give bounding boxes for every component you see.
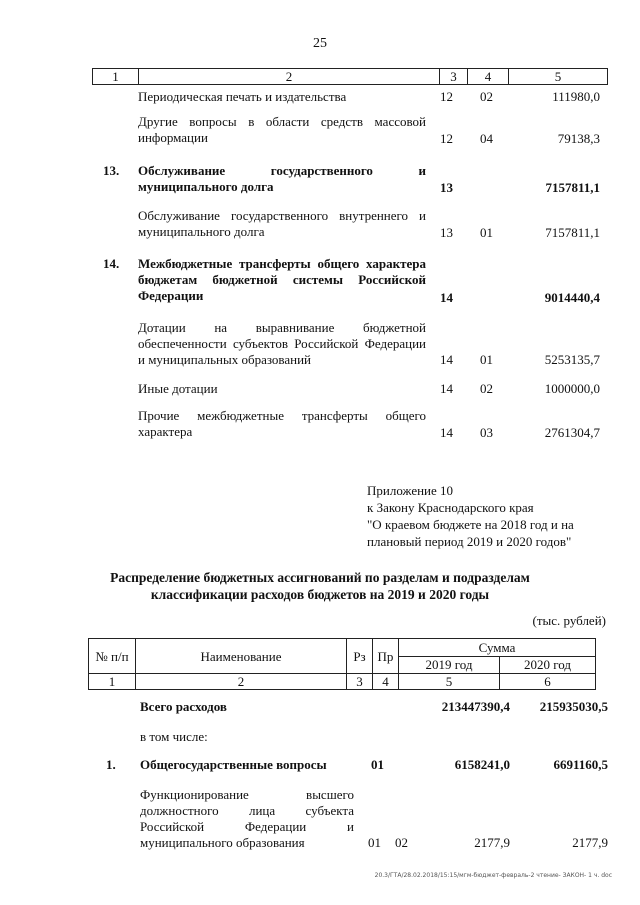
t1-row4-rz: 14 [440, 290, 453, 305]
t1-row6-sum: 1000000,0 [544, 381, 600, 396]
t1-row7-pr: 03 [480, 425, 493, 440]
t1-col-5: 5 [509, 69, 608, 85]
appendix-line-2: к Закону Краснодарского края [367, 500, 534, 515]
page-number: 25 [313, 36, 327, 51]
t2-total-name: Всего расходов [140, 699, 227, 714]
t2-r2-name: Функционирование высшего должностного лица субъекта Российской Федерации и муниципального образования [140, 787, 354, 850]
t1-row1-rz: 12 [440, 131, 453, 146]
t2-idx-3: 3 [347, 674, 373, 690]
t1-row3-rz: 13 [440, 225, 453, 240]
footer-file-path: 20.3/ГТА/28.02.2018/15:15/мгм-бюджет-февраль-2 чтение- ЗАКОН- 1 ч. doc [374, 872, 612, 879]
table1-header [92, 68, 608, 85]
t2-r1-2020: 6691160,5 [553, 757, 608, 772]
t1-row0-name: Периодическая печать и издательства [138, 89, 347, 104]
t1-row2-sum: 7157811,1 [545, 180, 600, 195]
t1-col-1: 1 [93, 69, 139, 85]
table2-header [88, 638, 596, 690]
heading-line-1: Распределение бюджетных ассигнований по разделам и подразделам [110, 570, 530, 585]
t1-row3-sum: 7157811,1 [545, 225, 600, 240]
section-heading [80, 569, 560, 603]
appendix-line-4: плановый период 2019 и 2020 годов" [367, 534, 572, 549]
t2-total-2019: 213447390,4 [441, 699, 510, 714]
t1-row0-pr: 02 [480, 89, 493, 104]
t1-row7-sum: 2761304,7 [544, 425, 600, 440]
t2-total-2020: 215935030,5 [539, 699, 608, 714]
t1-row1-sum: 79138,3 [557, 131, 600, 146]
appendix-block [367, 482, 574, 550]
t1-row2-rz: 13 [440, 180, 453, 195]
heading-line-2: классификации расходов бюджетов на 2019 и 2020 годы [150, 587, 490, 602]
t2-head-pr: Пр [373, 639, 399, 674]
t2-r1-name: Общегосударственные вопросы [140, 757, 327, 772]
t2-idx-1: 1 [89, 674, 136, 690]
t2-head-rz: Рз [347, 639, 373, 674]
appendix-line-3: "О краевом бюджете на 2018 год и на [367, 517, 574, 532]
t1-row5-sum: 5253135,7 [544, 352, 600, 367]
t2-head-2020: 2020 год [500, 656, 596, 674]
t2-head-name: Наименование [136, 639, 347, 674]
t1-row5-name: Дотации на выравнивание бюджетной обеспеченности субъектов Российской Федерации и муниципальных образований [138, 320, 426, 367]
t1-row3-name: Обслуживание государственного внутреннего и муниципального долга [138, 208, 426, 239]
t1-col-2: 2 [139, 69, 440, 85]
t2-r2-rz: 01 [368, 835, 381, 850]
t2-r2-pr: 02 [395, 835, 408, 850]
t2-including: в том числе: [140, 729, 208, 744]
t2-r2-2020: 2177,9 [572, 835, 608, 850]
t1-row6-pr: 02 [480, 381, 493, 396]
t1-row7-name: Прочие межбюджетные трансферты общего характера [138, 408, 426, 439]
t2-head-num: № п/п [89, 639, 136, 674]
t1-row0-sum: 111980,0 [552, 89, 600, 104]
t1-row6-name: Иные дотации [138, 381, 218, 396]
t2-r1-num: 1. [106, 757, 116, 772]
t1-row4-num: 14. [103, 256, 120, 271]
t1-row6-rz: 14 [440, 381, 453, 396]
t1-row5-pr: 01 [480, 352, 493, 367]
t2-idx-6: 6 [500, 674, 596, 690]
t2-idx-5: 5 [399, 674, 500, 690]
t2-r2-2019: 2177,9 [474, 835, 510, 850]
t1-row7-rz: 14 [440, 425, 453, 440]
t2-r1-rz: 01 [371, 757, 384, 772]
t2-r1-2019: 6158241,0 [454, 757, 510, 772]
t1-row1-pr: 04 [480, 131, 493, 146]
t1-row2-name: Обслуживание государственного и муниципального долга [138, 163, 426, 194]
t1-col-4: 4 [468, 69, 509, 85]
t1-row4-name: Межбюджетные трансферты общего характера бюджетам бюджетной системы Российской Федерации [138, 256, 426, 303]
t1-row0-rz: 12 [440, 89, 453, 104]
t1-col-3: 3 [440, 69, 468, 85]
t1-row3-pr: 01 [480, 225, 493, 240]
t1-row5-rz: 14 [440, 352, 453, 367]
t1-row1-name: Другие вопросы в области средств массовой информации [138, 114, 426, 145]
t2-idx-2: 2 [136, 674, 347, 690]
t2-head-2019: 2019 год [399, 656, 500, 674]
appendix-line-1: Приложение 10 [367, 483, 454, 498]
units-label: (тыс. рублей) [532, 613, 606, 628]
t2-head-sum: Сумма [399, 639, 596, 657]
t1-row2-num: 13. [103, 163, 120, 178]
t1-row4-sum: 9014440,4 [544, 290, 600, 305]
t2-idx-4: 4 [373, 674, 399, 690]
